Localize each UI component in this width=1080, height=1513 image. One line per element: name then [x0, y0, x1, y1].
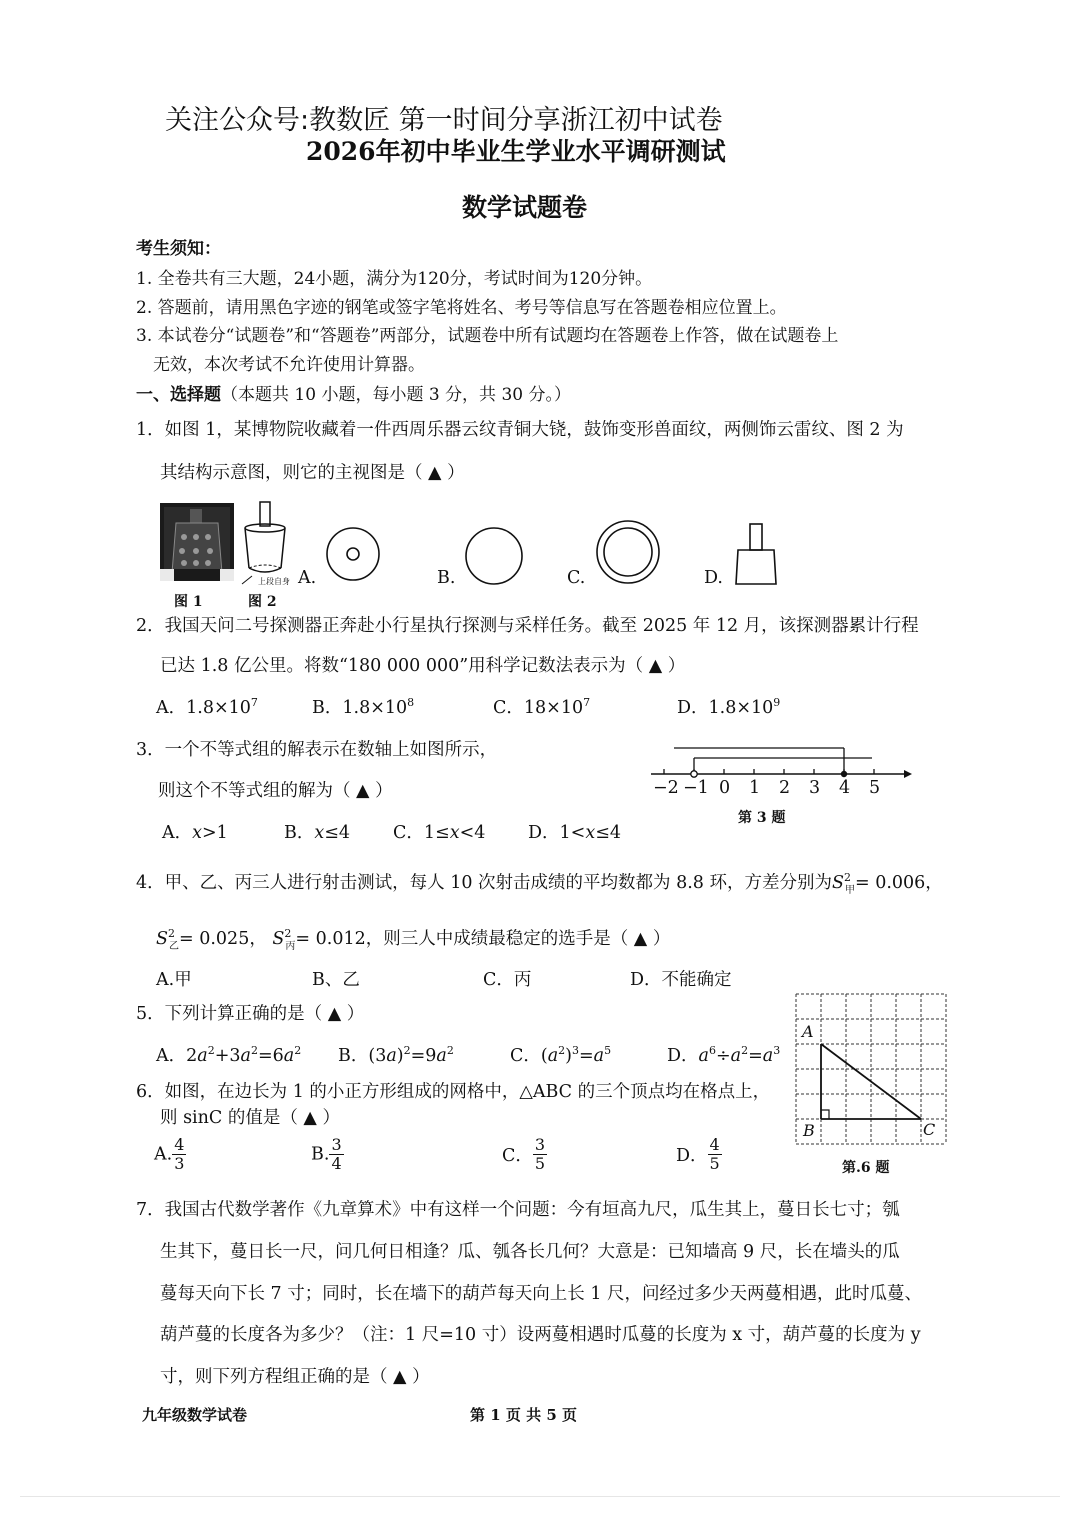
q6-c-label: C．	[502, 1146, 533, 1166]
q3-line1: 3．一个不等式组的解表示在数轴上如图所示，	[136, 740, 498, 760]
q2-option-a	[156, 694, 258, 719]
fig1-caption: 图 1	[174, 594, 203, 610]
q2-option-c	[493, 694, 590, 719]
q2-c-label: C．	[493, 698, 524, 718]
notice-item-3: 3. 本试卷分“试题卷”和“答题卷”两部分，试题卷中所有试题均在答题卷上作答，做在试题卷上	[136, 326, 839, 346]
q4-option-b: B、乙	[312, 970, 360, 990]
q4-v-yi: = 0.025，	[179, 929, 267, 949]
q6-option-b	[311, 1136, 344, 1173]
q5-option-a: A．$2a^2+3a^2=6a^2$	[156, 1044, 302, 1066]
q7-line1: 7．我国古代数学著作《九章算术》中有这样一个问题：今有垣高九尺，瓜生其上，蔓日长七寸；瓠	[136, 1200, 900, 1220]
q1-option-a-label: A.	[298, 568, 317, 588]
q5-option-d: D．$a^6\div a^2=a^3$	[667, 1044, 781, 1066]
q5-b-label: B．	[338, 1046, 369, 1066]
bottom-divider	[20, 1496, 1060, 1497]
q3-d-rest: ≤4	[595, 823, 622, 843]
q4-line2-rest: 则三人中成绩最稳定的选手是（ ▲ ）	[383, 929, 671, 949]
q1-option-b-label: B.	[437, 568, 456, 588]
q2-a-label: A．	[156, 698, 187, 718]
q3-a-rest: >1	[202, 823, 228, 843]
q4-v-bing: = 0.012，	[295, 929, 384, 949]
q1-option-d-label: D.	[704, 568, 723, 588]
q4-v-jia: = 0.006，	[854, 873, 943, 893]
q4-s-jia: S	[831, 873, 844, 893]
q5-option-b: B．$(3a)^2=9a^2$	[338, 1044, 454, 1066]
q4-option-c: C．丙	[483, 970, 532, 990]
q5-a-label: A．	[156, 1046, 187, 1066]
vertex-c: C	[923, 1120, 936, 1139]
q2-b-exp: 8	[407, 696, 415, 710]
q6-d-label: D．	[676, 1146, 708, 1166]
q4-sub-yi: 乙	[169, 940, 179, 952]
q2-line2: 已达 1.8 亿公里。将数“180 000 000”用科学记数法表示为（ ▲ ）	[160, 656, 686, 676]
q2-a-base: 1.8×10	[186, 698, 251, 718]
section-heading	[136, 380, 571, 405]
q2-a-exp: 7	[250, 696, 258, 710]
q3-d-label: D．	[528, 823, 560, 843]
q1-option-c-label: C.	[567, 568, 586, 588]
q4-option-d: D．不能确定	[630, 970, 732, 990]
q2-line1: 2．我国天问二号探测器正奔赴小行星执行探测与采样任务。截至 2025 年 12 月，该探测器累计行程	[136, 616, 919, 636]
q6-d-fraction: $\frac{4}{5}$	[709, 1135, 720, 1173]
option-d-front-view	[732, 522, 782, 590]
q5-line1: 5．下列计算正确的是（ ▲ ）	[136, 1004, 365, 1024]
q3-a-x: x	[192, 823, 203, 843]
section-heading-bold: 一、选择题	[136, 385, 221, 405]
bronze-nao-photo	[160, 503, 234, 581]
q3-option-d	[528, 819, 621, 844]
q4-line1: 4．甲、乙、丙三人进行射击测试，每人 10 次射击成绩的平均数都为 8.8 环，方差分别为$S^2_甲= 0.006$，	[136, 871, 943, 896]
q2-d-base: 1.8×10	[708, 698, 774, 718]
q7-line3: 蔓每天向下长 7 寸；同时，长在墙下的葫芦每天向上长 1 尺，问经过多少天两蔓相遇，此时瓜蔓、	[160, 1284, 923, 1304]
fig2-caption: 图 2	[248, 594, 277, 610]
notice-item-2: 2. 答题前，请用黑色字迹的钢笔或签字笔将姓名、考号等信息写在答题卷相应位置上。	[136, 298, 787, 318]
structure-diagram	[238, 498, 298, 588]
option-b-circle	[464, 526, 524, 590]
paper-title: 数学试题卷	[462, 193, 588, 222]
tick-0: 0	[719, 778, 731, 798]
footer-left: 九年级数学试卷	[142, 1406, 248, 1424]
q3-c-label: C．	[393, 823, 424, 843]
q5-option-c: C．$(a^2)^3=a^5$	[510, 1044, 612, 1066]
fig2-note: 上段自身	[258, 577, 290, 586]
q4-s-bing: S	[272, 929, 285, 949]
page-number: 第 1 页 共 5 页	[470, 1406, 577, 1424]
section-heading-rest: （本题共 10 小题，每小题 3 分，共 30 分。）	[221, 385, 572, 405]
q2-option-d	[677, 694, 780, 719]
q4-s-yi: S	[156, 929, 168, 949]
notice-item-1: 1. 全卷共有三大题，24小题，满分为120分，考试时间为120分钟。	[136, 269, 653, 289]
q3-b-rest: ≤4	[324, 823, 351, 843]
tick-3: 3	[809, 778, 821, 798]
q2-c-exp: 7	[583, 696, 591, 710]
q2-c-base: 18×10	[523, 698, 584, 718]
q6-a-fraction: $\frac{4}{3}$	[174, 1135, 185, 1173]
q6-line1: 6．如图，在边长为 1 的小正方形组成的网格中，△ABC 的三个顶点均在格点上，	[136, 1082, 771, 1102]
vertex-a: A	[802, 1022, 814, 1041]
tick-2: 2	[779, 778, 791, 798]
q3-c-rest: <4	[459, 823, 486, 843]
q3-c-x: x	[449, 823, 460, 843]
q7-line5: 寸，则下列方程组正确的是（ ▲ ）	[160, 1367, 430, 1387]
tick-neg1: −1	[683, 778, 709, 798]
q6-b-fraction: $\frac{3}{4}$	[331, 1135, 342, 1173]
tick-5: 5	[869, 778, 881, 798]
q4-sub-bing: 丙	[285, 940, 296, 952]
q6-option-d	[676, 1136, 722, 1173]
q1-line1: 1．如图 1，某博物院收藏着一件西周乐器云纹青铜大铙，鼓饰变形兽面纹，两侧饰云雷纹、图 2 为	[136, 420, 904, 440]
q2-option-b	[312, 694, 414, 719]
q6-caption: 第.6 题	[842, 1160, 890, 1176]
q6-b-label: B.	[311, 1144, 330, 1165]
q3-d-x: x	[585, 823, 596, 843]
vertex-b: B	[803, 1121, 815, 1140]
q2-b-label: B．	[312, 698, 343, 718]
q2-d-exp: 9	[773, 696, 781, 710]
q4-line2: $S^2_乙= 0.025$， $S^2_丙= 0.012$，则三人中成绩最稳定的选手是（ ▲ ）	[156, 927, 671, 952]
q3-option-b	[284, 819, 350, 844]
q7-line4: 葫芦蔓的长度各为多少？（注：1 尺=10 寸）设两蔓相遇时瓜蔓的长度为 x 寸，葫芦蔓的长度为 y	[160, 1325, 921, 1345]
q3-b-x: x	[314, 823, 325, 843]
tick-neg2: −2	[653, 778, 679, 798]
q1-line2: 其结构示意图，则它的主视图是（ ▲ ）	[160, 463, 465, 483]
watermark-header: 关注公众号:教数匠 第一时间分享浙江初中试卷	[165, 105, 723, 136]
tick-1: 1	[749, 778, 761, 798]
option-a-concentric-circles	[325, 524, 381, 588]
q6-line2: 则 sinC 的值是（ ▲ ）	[160, 1108, 340, 1128]
q3-a-label: A．	[162, 823, 193, 843]
q3-line2: 则这个不等式组的解为（ ▲ ）	[158, 781, 393, 801]
q3-d-pre: 1<	[559, 823, 586, 843]
q5-d-label: D．	[667, 1046, 699, 1066]
option-c-ring	[595, 519, 661, 589]
q6-option-a	[154, 1136, 186, 1173]
q6-a-label: A.	[154, 1144, 173, 1165]
q4-option-a: A.甲	[156, 970, 192, 990]
q4-sub-jia: 甲	[844, 884, 855, 896]
q6-option-c	[502, 1136, 547, 1173]
q3-c-pre: 1≤	[423, 823, 450, 843]
q3-caption: 第 3 题	[738, 810, 786, 826]
notice-item-3-cont: 无效，本次考试不允许使用计算器。	[153, 355, 425, 375]
q2-d-label: D．	[677, 698, 709, 718]
q3-option-a	[162, 819, 228, 844]
q3-option-c	[393, 819, 485, 844]
q3-b-label: B．	[284, 823, 315, 843]
q7-line2: 生其下，蔓日长一尺，问几何日相逢？瓜、瓠各长几何？大意是：已知墙高 9 尺，长在墙头的瓜	[160, 1242, 900, 1262]
notice-heading: 考生须知：	[136, 239, 221, 259]
q4-line1-text: 4．甲、乙、丙三人进行射击测试，每人 10 次射击成绩的平均数都为 8.8 环，方差分别为	[136, 873, 832, 893]
q2-b-base: 1.8×10	[342, 698, 408, 718]
exam-title: 2026年初中毕业生学业水平调研测试	[306, 137, 726, 166]
tick-4: 4	[839, 778, 851, 798]
q5-c-label: C．	[510, 1046, 541, 1066]
q6-c-fraction: $\frac{3}{5}$	[534, 1135, 546, 1173]
